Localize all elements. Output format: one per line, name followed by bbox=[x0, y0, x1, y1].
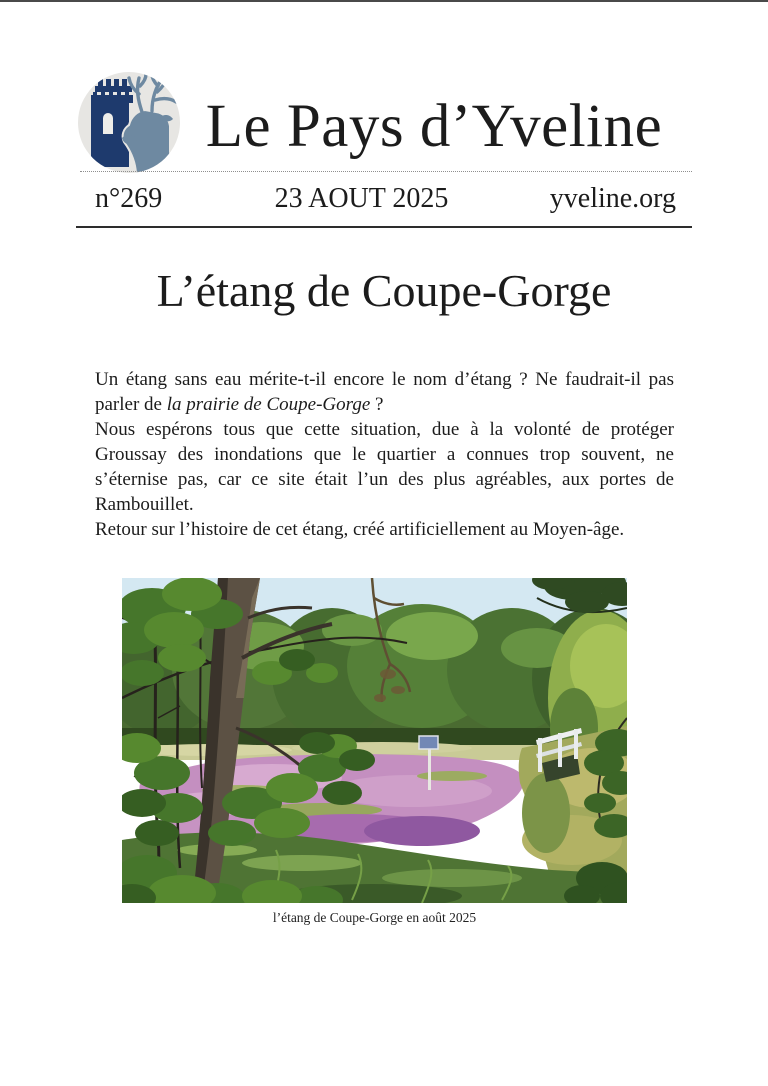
paragraph-1-lead: Un étang sans eau mérite-t-il encore le nom d’étang ? Ne faudrait-il pas parler de bbox=[95, 369, 674, 415]
masthead-title: Le Pays d’Yveline bbox=[205, 93, 663, 160]
page-top-scan-edge bbox=[0, 0, 768, 2]
issue-number: n°269 bbox=[95, 183, 163, 214]
pond-photo bbox=[122, 578, 627, 903]
paragraph-1-italic: la prairie de Coupe-Gorge bbox=[166, 394, 371, 415]
article-title: L’étang de Coupe-Gorge bbox=[156, 265, 612, 316]
paragraph-1-tail: ? bbox=[370, 394, 384, 415]
paragraph-1 bbox=[95, 367, 674, 417]
article-figure bbox=[122, 578, 627, 926]
photo-caption: l’étang de Coupe-Gorge en août 2025 bbox=[272, 910, 477, 925]
stag-and-tower-logo bbox=[78, 72, 180, 173]
masthead-divider-thin bbox=[80, 171, 692, 172]
issue-info-row bbox=[95, 183, 676, 219]
paragraph-2: Nous espérons tous que cette situation, due à la volonté de protéger Groussay des inondations que le quartier a connues trop souvent, ne s’éternise pas, car ce site était l’un des plus agréables, aux portes de Rambouillet. bbox=[95, 419, 674, 515]
article-body bbox=[95, 367, 674, 542]
masthead-divider-thick bbox=[76, 226, 692, 228]
paragraph-3: Retour sur l’histoire de cet étang, créé artificiellement au Moyen-âge. bbox=[95, 519, 625, 540]
website-url: yveline.org bbox=[549, 183, 676, 214]
issue-date: 23 AOUT 2025 bbox=[274, 183, 449, 214]
